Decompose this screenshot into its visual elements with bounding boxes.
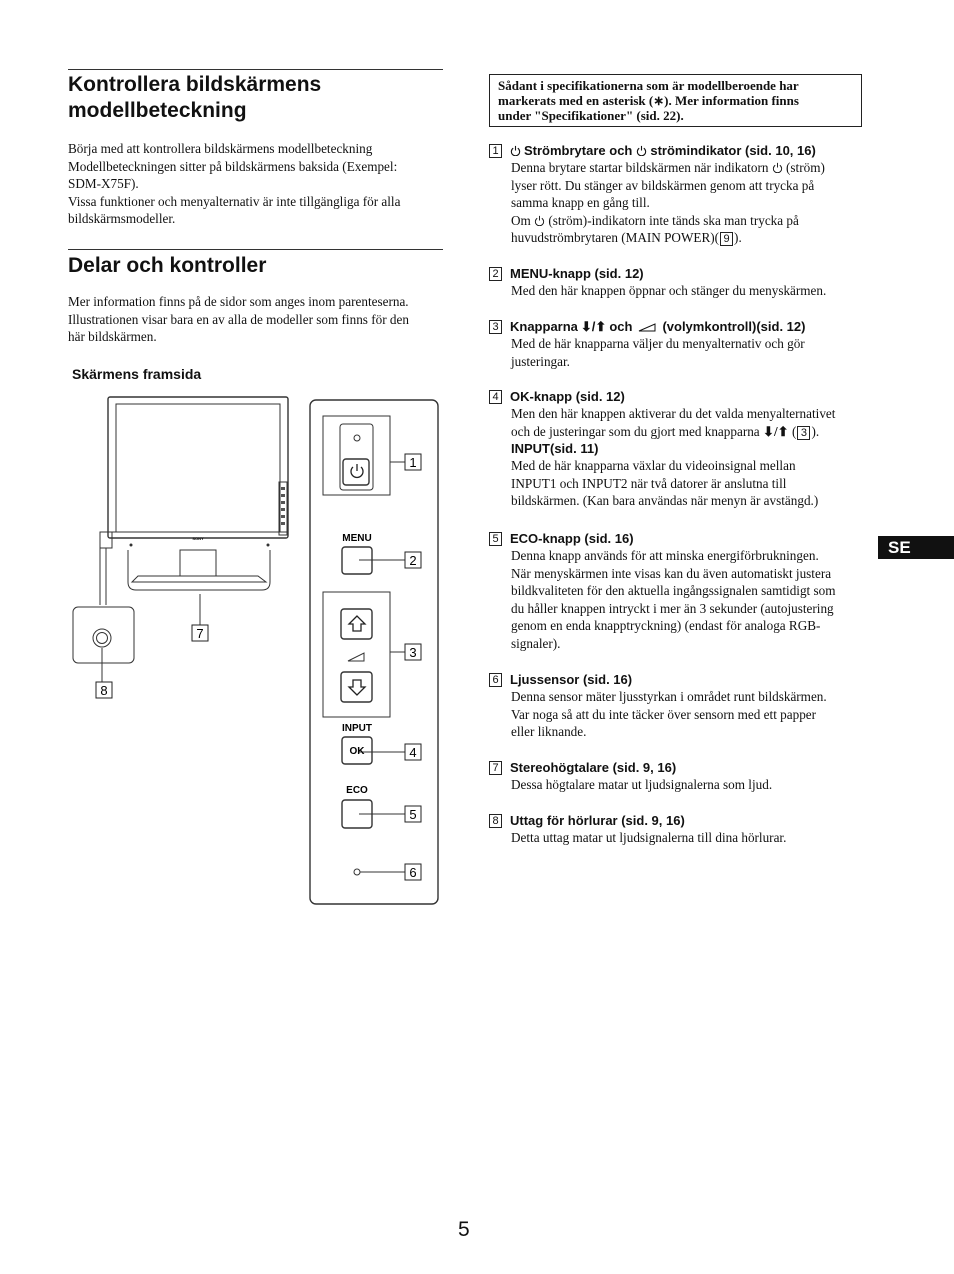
power-icon [351,464,363,477]
callout-7: 7 [196,626,204,641]
section-body-model: Börja med att kontrollera bildskärmens modellbeteckning Modellbeteckningen sitter på bildskärmens baksida (Exempel: SDM-X75F). Vissa funktioner och menyalternativ är inte tillgängliga för alla bildskärmsmodeller. [68,141,401,226]
page-number: 5 [458,1218,470,1241]
item-6: 6 Ljussensor (sid. 16) Denna sensor mäter ljusstyrkan i området runt bildskärmen. Var noga så att du inte täcker över sensorn med ett papper eller liknande. [489,671,869,741]
ok-text: OK [349,746,365,757]
power-icon [636,145,647,156]
item-8: 8 Uttag för hörlurar (sid. 9, 16) Detta uttag matar ut ljudsignalerna till dina hörlurar. [489,812,869,847]
monitor-diagram [60,390,450,910]
item-1: 1 Strömbrytare och strömindikator (sid. 10, 16) Denna brytare startar bildskärmen när indikatorn (ström) lyser rött. Du stänger av bildskärmen genom att trycka på samma knapp en gång till. Om (ström)-indikatorn inte tänds ska man trycka på huvudströmbrytaren (MAIN POWER)( 9 ). [489,142,869,247]
up-arrow-icon [349,616,365,631]
power-icon [772,162,783,173]
callout-1: 1 [409,455,417,470]
asterisk-note: Sådant i specifikationerna som är modellberoende har markerats med en asterisk (∗). Mer information finns under "Specifikationer" (sid. 22). [489,74,862,127]
item-2: 2 MENU-knapp (sid. 12) Med den här knappen öppnar och stänger du menyskärmen. [489,265,869,300]
item-5: 5 ECO-knapp (sid. 16) Denna knapp används för att minska energiförbrukningen. När menyskärmen inte visas kan du även automatiskt justera bildkvaliteten för den aktuella ingångssignalen samtidigt som du håller knappen intryckt i mer än 3 sekunder (autojustering genom en enda knapptryckning) (endast för analoga RGB- signaler). [489,530,869,652]
section-title-model: Kontrollera bildskärmens modellbeteckning [68,73,322,122]
callout-2: 2 [409,553,417,568]
callout-8: 8 [100,683,108,698]
brand-logo: SONY [192,536,204,541]
language-tab: SE [878,536,954,559]
eco-label: ECO [346,785,368,796]
power-icon [510,145,521,156]
input-label: INPUT [342,723,372,734]
section-title-parts: Delar och kontroller [68,254,267,277]
item-4: 4 OK-knapp (sid. 12) Men den här knappen aktiverar du det valda menyalternativet och de justeringar som du gjort med knapparna ⬇/⬆ ( 3 ). INPUT(sid. 11) Med de här knapparna växlar du videoinsignal mellan INPUT1 och INPUT2 när två datorer är anslutna till bildskärmen. (Kan bara användas när menyn är avstängd.) [489,388,869,510]
callout-4: 4 [409,745,417,760]
menu-label: MENU [342,533,372,544]
section-body-parts: Mer information finns på de sidor som anges inom parenteserna. Illustrationen visar bara en av alla de modeller som finns för den här bildskärmen. [68,294,409,344]
power-icon [534,215,545,226]
item-3: 3 Knapparna ⬇/⬆ och (volymkontroll)(sid. 12) Med de här knapparna väljer du menyalternativ och gör justeringar. [489,318,869,370]
callout-5: 5 [409,807,417,822]
item-7: 7 Stereohögtalare (sid. 9, 16) Dessa högtalare matar ut ljudsignalerna som ljud. [489,759,869,794]
section-rule [68,249,443,250]
callout-3: 3 [409,645,417,660]
volume-icon [636,322,658,332]
callout-6: 6 [409,865,417,880]
figure-title: Skärmens framsida [72,366,202,382]
section-rule [68,69,443,70]
down-arrow-icon [349,680,365,695]
